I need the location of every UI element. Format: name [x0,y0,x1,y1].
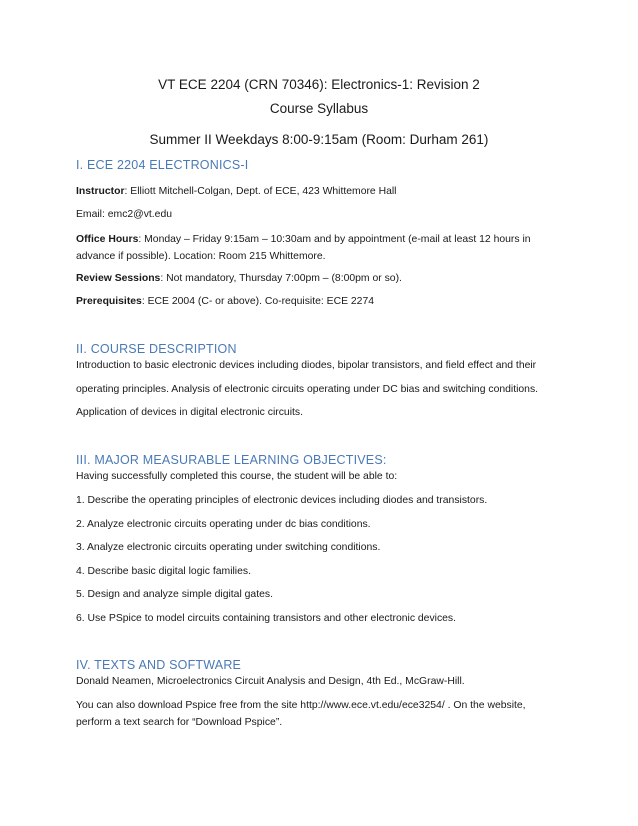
objective-item: 4. Describe basic digital logic families. [76,566,251,577]
section-heading-course: I. ECE 2204 ELECTRONICS-I [76,158,249,172]
review-sessions-text: : Not mandatory, Thursday 7:00pm – (8:00pm or so). [160,273,402,284]
course-title: VT ECE 2204 (CRN 70346): Electronics-1: Revision 2 [158,77,480,92]
instructor-line [76,184,566,200]
prerequisites-label: Prerequisites [76,296,142,307]
textbook-line: Donald Neamen, Microelectronics Circuit Analysis and Design, 4th Ed., McGraw-Hill. [76,676,465,687]
objectives-intro: Having successfully completed this course, the student will be able to: [76,471,398,482]
description-line: Application of devices in digital electronic circuits. [76,407,303,418]
review-sessions-line [76,271,566,287]
objective-item: 6. Use PSpice to model circuits containing transistors and other electronic devices. [76,613,457,624]
prerequisites-line [76,294,566,310]
instructor-text: : Elliott Mitchell-Colgan, Dept. of ECE, 423 Whittemore Hall [124,186,397,197]
prerequisites-text: : ECE 2004 (C- or above). Co-requisite: ECE 2274 [141,296,375,307]
software-line: You can also download Pspice free from the site http://www.ece.vt.edu/ece3254/ . On the website, perform a text search for “Download Pspice”. [76,700,526,728]
objective-item: 2. Analyze electronic circuits operating under dc bias conditions. [76,519,371,530]
email-line: Email: emc2@vt.edu [76,209,173,220]
office-hours-label: Office Hours [76,234,139,245]
objective-item: 3. Analyze electronic circuits operating under switching conditions. [76,542,381,553]
objective-item: 5. Design and analyze simple digital gates. [76,589,273,600]
review-sessions-label: Review Sessions [76,273,161,284]
schedule-line: Summer II Weekdays 8:00-9:15am (Room: Durham 261) [149,132,489,147]
instructor-label: Instructor [76,186,125,197]
office-hours-line [76,231,556,265]
description-line: operating principles. Analysis of electronic circuits operating under DC bias and switching conditions. [76,384,539,395]
section-heading-objectives: III. MAJOR MEASURABLE LEARNING OBJECTIVES: [76,453,387,467]
office-hours-text: : Monday – Friday 9:15am – 10:30am and by appointment (e-mail at least 12 hours in advance if possible). Location: Room 215 Whittemore. [76,234,531,262]
section-heading-description: II. COURSE DESCRIPTION [76,342,237,356]
document-subtitle: Course Syllabus [269,101,369,116]
section-heading-texts: IV. TEXTS AND SOFTWARE [76,658,242,672]
objective-item: 1. Describe the operating principles of electronic devices including diodes and transistors. [76,495,488,506]
description-line: Introduction to basic electronic devices including diodes, bipolar transistors, and field effect and their [76,360,537,371]
